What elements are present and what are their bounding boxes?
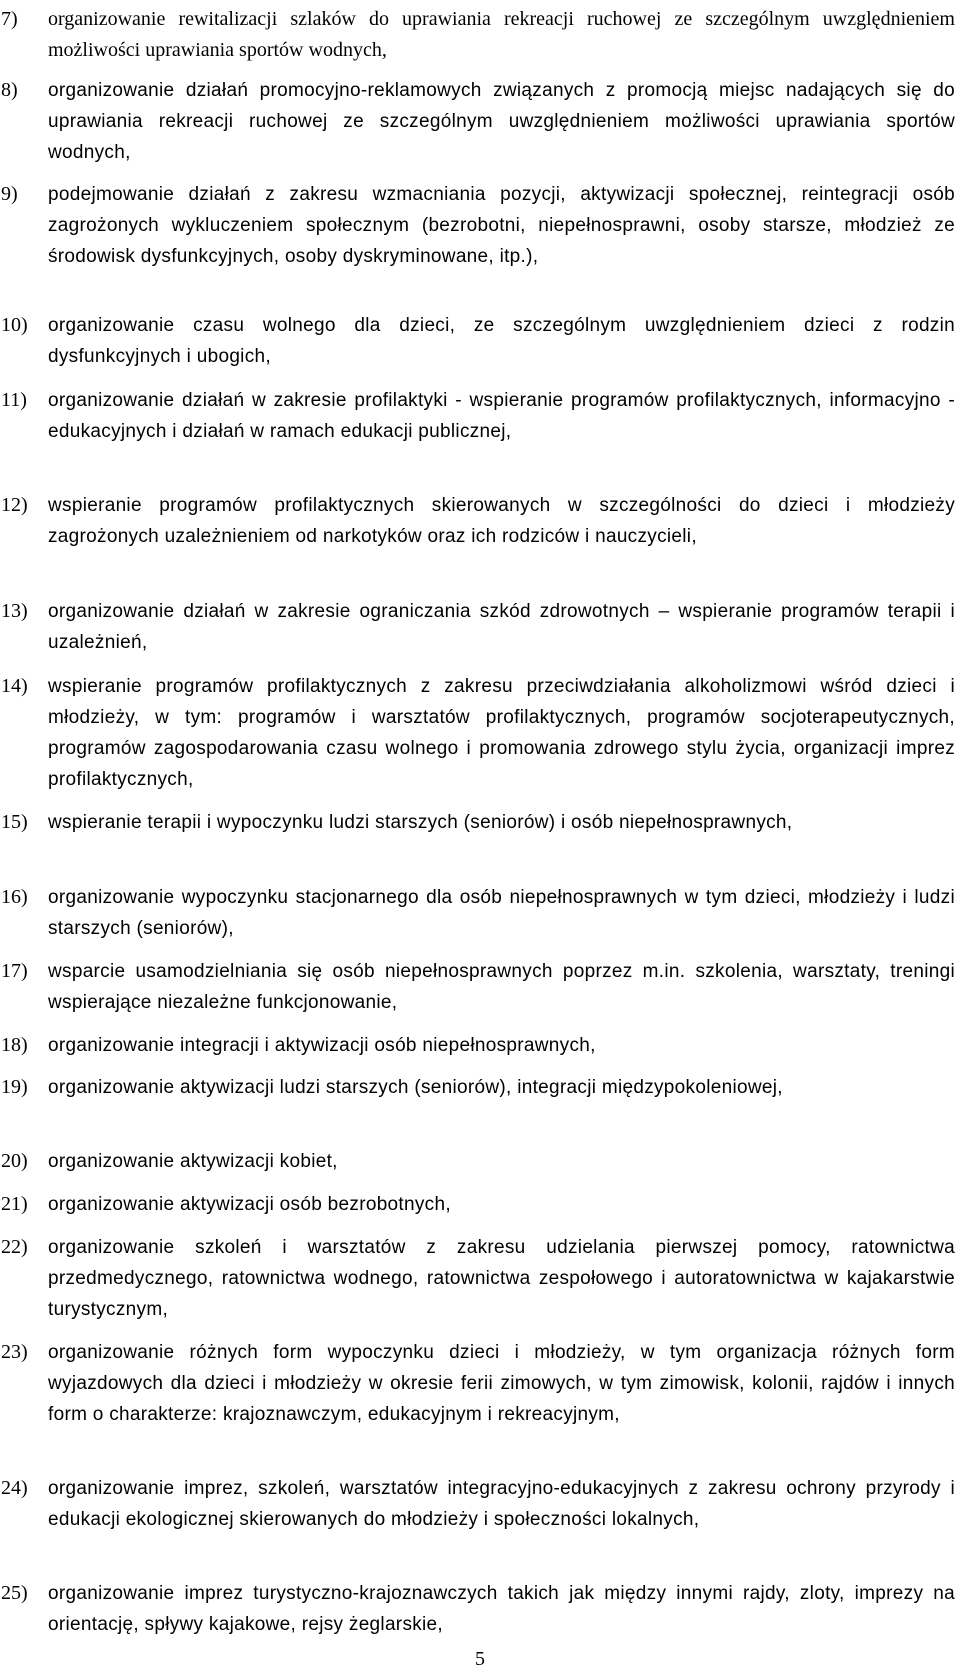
list-item-number: 11) (1, 389, 27, 411)
list-item-number: 7) (1, 8, 18, 30)
page-number: 5 (475, 1648, 485, 1670)
list-item-number: 14) (1, 675, 28, 697)
list-item-number: 15) (1, 811, 28, 833)
list-item-number: 24) (1, 1477, 28, 1499)
list-item-text: wspieranie programów profilaktycznych skierowanych w szczególności do dzieci i młodzieży zagrożonych uzależnieniem od narkotyków oraz ich rodziców i nauczycieli, (48, 495, 955, 547)
list-item-text: organizowanie działań w zakresie profilaktyki - wspieranie programów profilaktycznych, informacyjno - edukacyjnych i działań w ramach edukacji publicznej, (48, 390, 955, 442)
list-item-number: 25) (1, 1582, 28, 1604)
list-item-text: organizowanie imprez turystyczno-krajoznawczych takich jak między innymi rajdy, zloty, imprezy na orientację, spływy kajakowe, rejsy żeglarskie, (48, 1583, 955, 1635)
list-item-number: 12) (1, 494, 28, 516)
list-item-number: 23) (1, 1341, 28, 1363)
list-item-text: organizowanie aktywizacji ludzi starszych (seniorów), integracji międzypokoleniowej, (48, 1077, 783, 1098)
list-item-text: wsparcie usamodzielniania się osób niepełnosprawnych poprzez m.in. szkolenia, warsztaty, treningi wspierające niezależne funkcjonowanie, (48, 961, 955, 1013)
list-item-text: organizowanie rewitalizacji szlaków do uprawiania rekreacji ruchowej ze szczególnym uwzględnieniem możliwości uprawiania sportów wodnych, (48, 8, 955, 61)
list-item-text: organizowanie różnych form wypoczynku dzieci i młodzieży, w tym organizacja różnych form wyjazdowych dla dzieci i młodzieży w okresie ferii zimowych, w tym zimowisk, kolonii, rajdów i innych form o charakterze: krajoznawczym, edukacyjnym i rekreacyjnym, (48, 1342, 955, 1425)
list-item-number: 8) (1, 79, 18, 101)
list-item-text: organizowanie działań promocyjno-reklamowych związanych z promocją miejsc nadających się do uprawiania rekreacji ruchowej ze szczególnym uwzględnieniem możliwości uprawiania sportów wodnych, (48, 80, 955, 163)
list-item-text: wspieranie programów profilaktycznych z zakresu przeciwdziałania alkoholizmowi wśród dzieci i młodzieży, w tym: programów i warsztatów profilaktycznych, programów socjoterapeutycznych, programów zagospodarowania czasu wolnego i promowania zdrowego stylu życia, organizacji imprez profilaktycznych, (48, 676, 955, 790)
list-item-number: 10) (1, 314, 28, 336)
list-item-text: organizowanie aktywizacji osób bezrobotnych, (48, 1194, 451, 1215)
list-item-text: organizowanie integracji i aktywizacji osób niepełnosprawnych, (48, 1035, 596, 1056)
list-item-text: wspieranie terapii i wypoczynku ludzi starszych (seniorów) i osób niepełnosprawnych, (48, 812, 793, 833)
list-item-number: 17) (1, 960, 28, 982)
list-item-number: 19) (1, 1076, 28, 1098)
list-item-number: 9) (1, 183, 18, 205)
list-item-number: 18) (1, 1034, 28, 1056)
list-item-number: 13) (1, 600, 28, 622)
list-item-number: 21) (1, 1193, 28, 1215)
list-item-text: organizowanie szkoleń i warsztatów z zakresu udzielania pierwszej pomocy, ratownictwa przedmedycznego, ratownictwa wodnego, ratownictwa zespołowego i autoratownictwa w kajakarstwie turystycznym, (48, 1237, 955, 1320)
list-item-text: organizowanie działań w zakresie ograniczania szkód zdrowotnych – wspieranie programów terapii i uzależnień, (48, 601, 955, 653)
list-item-text: podejmowanie działań z zakresu wzmacniania pozycji, aktywizacji społecznej, reintegracji osób zagrożonych wykluczeniem społecznym (bezrobotni, niepełnosprawni, osoby starsze, młodzież ze środowisk dysfunkcyjnych, osoby dyskryminowane, itp.), (48, 184, 955, 267)
list-item-number: 20) (1, 1150, 28, 1172)
list-item-text: organizowanie wypoczynku stacjonarnego dla osób niepełnosprawnych w tym dzieci, młodzieży i ludzi starszych (seniorów), (48, 887, 955, 939)
list-item-number: 16) (1, 886, 28, 908)
list-item-text: organizowanie czasu wolnego dla dzieci, ze szczególnym uwzględnieniem dzieci z rodzin dysfunkcyjnych i ubogich, (48, 315, 955, 367)
list-item-text: organizowanie aktywizacji kobiet, (48, 1151, 338, 1172)
list-item-number: 22) (1, 1236, 28, 1258)
list-item-text: organizowanie imprez, szkoleń, warsztatów integracyjno-edukacyjnych z zakresu ochrony przyrody i edukacji ekologicznej skierowanych do młodzieży i społeczności lokalnych, (48, 1478, 955, 1530)
